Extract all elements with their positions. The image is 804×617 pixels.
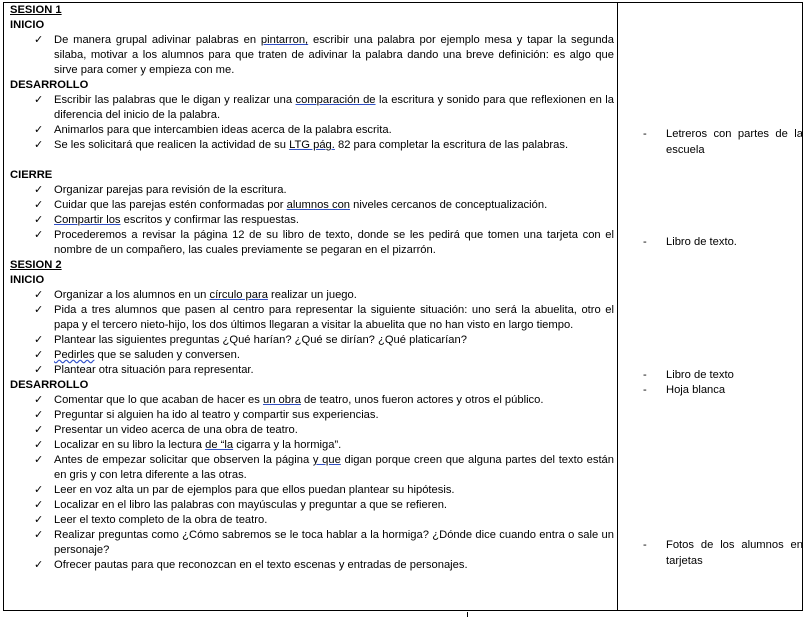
- s1-desarrollo-heading: DESARROLLO: [10, 79, 89, 91]
- s2-inicio-heading: INICIO: [10, 274, 45, 286]
- column-divider: [617, 3, 618, 610]
- check-icon: ✓: [34, 514, 44, 526]
- list-item: ✓ Antes de empezar solicitar que observen la página y que digan porque creen que alguna partes del texto están en gris y con letra diferente a las otras.: [34, 454, 614, 481]
- resource-item: - Letreros con partes de la escuela: [643, 128, 803, 156]
- list-item: ✓ Presentar un video acerca de una obra de teatro.: [34, 424, 298, 436]
- list-item: ✓ Organizar a los alumnos en un círculo para realizar un juego.: [34, 289, 357, 301]
- list-item: ✓ Cuidar que las parejas estén conformadas por alumnos con niveles cercanos de conceptualización.: [34, 199, 548, 211]
- s1-cierre-heading: CIERRE: [10, 169, 53, 181]
- session-2-title: SESION 2: [10, 259, 62, 271]
- check-icon: ✓: [34, 349, 44, 361]
- session-1-title: SESION 1: [10, 4, 62, 16]
- check-icon: ✓: [34, 139, 44, 151]
- check-icon: ✓: [34, 424, 44, 436]
- check-icon: ✓: [34, 499, 44, 511]
- list-item: ✓ Preguntar si alguien ha ido al teatro y compartir sus experiencias.: [34, 409, 379, 421]
- check-icon: ✓: [34, 334, 44, 346]
- check-icon: ✓: [34, 529, 44, 541]
- check-icon: ✓: [34, 484, 44, 496]
- check-icon: ✓: [34, 304, 44, 316]
- check-icon: ✓: [34, 364, 44, 376]
- list-item: ✓ Ofrecer pautas para que reconozcan en el texto escenas y entradas de personajes.: [34, 559, 468, 571]
- list-item: ✓ Compartir los escritos y confirmar las respuestas.: [34, 214, 299, 226]
- list-item: ✓ Pedirles que se saluden y conversen.: [34, 349, 240, 361]
- list-item: ✓ De manera grupal adivinar palabras en pintarron, escribir una palabra por ejemplo mesa y tapar la segunda silaba, motivar a los alumnos para que traten de adivinar la palabra dando una breve definición: es algo que sirve para comer y empieza con me.: [34, 34, 614, 76]
- resource-item: - Libro de texto.: [643, 236, 737, 248]
- list-item: ✓ Plantear otra situación para representar.: [34, 364, 254, 376]
- s2-desarrollo-heading: DESARROLLO: [10, 379, 89, 391]
- list-item: ✓ Se les solicitará que realicen la actividad de su LTG pág. 82 para completar la escritura de las palabras.: [34, 139, 569, 151]
- list-item: ✓ Animarlos para que intercambien ideas acerca de la palabra escrita.: [34, 124, 392, 136]
- lesson-plan-table: [3, 2, 803, 611]
- activities-column: [10, 3, 614, 573]
- list-item: ✓ Organizar parejas para revisión de la escritura.: [34, 184, 287, 196]
- resource-item: - Libro de texto: [643, 369, 734, 381]
- check-icon: ✓: [34, 214, 44, 226]
- table-edge-mark: [467, 612, 468, 617]
- list-item: ✓ Procederemos a revisar la página 12 de su libro de texto, donde se les pedirá que tomen una tarjeta con el nombre de un compañero, las cuales previamente se pegaran en el pizarrón.: [34, 229, 614, 256]
- check-icon: ✓: [34, 394, 44, 406]
- list-item: ✓ Pida a tres alumnos que pasen al centro para representar la siguiente situación: uno será la abuelita, otro el papa y el tercero nieto-hijo, los dos últimos llegaran a visitar la abuelita que no han visto en largo tiempo.: [34, 304, 614, 331]
- check-icon: ✓: [34, 229, 44, 241]
- resource-item: - Hoja blanca: [643, 384, 726, 396]
- check-icon: ✓: [34, 289, 44, 301]
- list-item: ✓ Realizar preguntas como ¿Cómo sabremos se le toca hablar a la hormiga? ¿Dónde dice cuando entra o sale un personaje?: [34, 529, 614, 556]
- resource-item: - Fotos de los alumnos en tarjetas: [643, 539, 803, 567]
- list-item: ✓ Escribir las palabras que le digan y realizar una comparación de la escritura y sonido para que reflexionen en la diferencia del inicio de la palabra.: [34, 94, 614, 121]
- list-item: ✓ Comentar que lo que acaban de hacer es un obra de teatro, unos fueron actores y otros el público.: [34, 394, 544, 406]
- check-icon: ✓: [34, 184, 44, 196]
- list-item: ✓ Leer en voz alta un par de ejemplos para que ellos puedan plantear su hipótesis.: [34, 484, 455, 496]
- list-item: ✓ Localizar en el libro las palabras con mayúsculas y preguntar a que se refieren.: [34, 499, 448, 511]
- check-icon: ✓: [34, 124, 44, 136]
- check-icon: ✓: [34, 94, 44, 106]
- check-icon: ✓: [34, 454, 44, 466]
- list-item: ✓ Leer el texto completo de la obra de teatro.: [34, 514, 268, 526]
- check-icon: ✓: [34, 199, 44, 211]
- check-icon: ✓: [34, 439, 44, 451]
- s1-inicio-heading: INICIO: [10, 19, 45, 31]
- list-item: ✓ Plantear las siguientes preguntas ¿Qué harían? ¿Qué se dirían? ¿Qué platicarían?: [34, 334, 467, 346]
- check-icon: ✓: [34, 34, 44, 46]
- check-icon: ✓: [34, 559, 44, 571]
- check-icon: ✓: [34, 409, 44, 421]
- list-item: ✓ Localizar en su libro la lectura de “la cigarra y la hormiga”.: [34, 439, 342, 451]
